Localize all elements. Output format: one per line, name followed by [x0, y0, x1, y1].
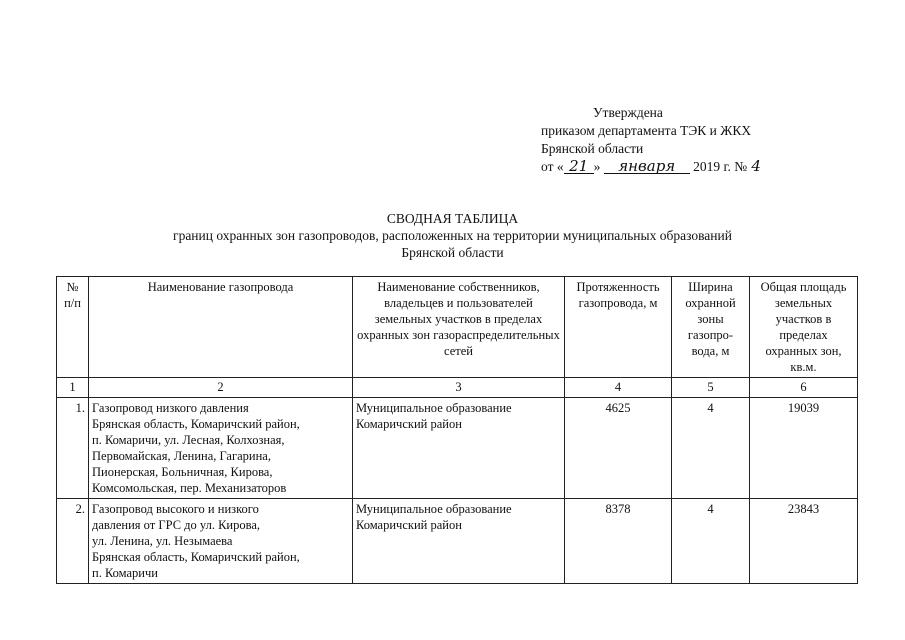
summary-table [56, 276, 858, 584]
table-row [57, 398, 858, 499]
column-number: 3 [353, 378, 565, 398]
header-length: Протяженность газопровода, м [565, 277, 672, 378]
zone-width-cell: 4 [672, 499, 750, 584]
row-number: 1. [57, 398, 89, 499]
zone-width-cell: 4 [672, 398, 750, 499]
pipeline-name-line: п. Комаричи, ул. Лесная, Колхозная, [92, 433, 285, 447]
row-number: 2. [57, 499, 89, 584]
pipeline-name-line: давления от ГРС до ул. Кирова, [92, 518, 261, 532]
header-row [57, 277, 858, 378]
date-quote-close: » [593, 159, 601, 174]
handwritten-month: января [604, 159, 690, 174]
number-prefix: № [734, 159, 748, 174]
column-number: 4 [565, 378, 672, 398]
title-main: СВОДНАЯ ТАБЛИЦА [386, 211, 519, 226]
owner-cell [353, 499, 565, 584]
owner-line: Комаричский район [356, 417, 462, 431]
owner-line: Комаричский район [356, 518, 462, 532]
date-year: 2019 г. [693, 159, 731, 174]
length-cell: 8378 [565, 499, 672, 584]
pipeline-name-line: Брянская область, Комаричский район, [92, 417, 300, 431]
pipeline-name-line: Пионерская, Больничная, Кирова, [92, 465, 273, 479]
approval-region-line: Брянской области [541, 141, 644, 156]
title-subtitle: границ охранных зон газопроводов, расположенных на территории муниципальных образований [173, 228, 732, 243]
pipeline-name-line: Газопровод высокого и низкого [92, 502, 259, 516]
document-title [0, 210, 905, 261]
column-number: 1 [57, 378, 89, 398]
pipeline-name-line: п. Комаричи [92, 566, 158, 580]
pipeline-name-cell [89, 398, 353, 499]
column-numbers-row [57, 378, 858, 398]
approval-date-line [541, 158, 765, 176]
pipeline-name-line: Брянская область, Комаричский район, [92, 550, 300, 564]
header-area: Общая площадь земельных участков в пределах охранных зон, кв.м. [750, 277, 858, 378]
handwritten-number: 4 [751, 157, 761, 175]
pipeline-name-line: Комсомольская, пер. Механизаторов [92, 481, 287, 495]
table-row [57, 499, 858, 584]
approval-block [541, 104, 765, 176]
column-number: 5 [672, 378, 750, 398]
approval-order-line: приказом департамента ТЭК и ЖКХ [541, 123, 752, 138]
area-cell: 23843 [750, 499, 858, 584]
header-owners: Наименование собственников, владельцев и пользователей земельных участков в пределах охранных зон газораспределительных сетей [353, 277, 565, 378]
owner-line: Муниципальное образование [356, 401, 512, 415]
area-cell: 19039 [750, 398, 858, 499]
owner-line: Муниципальное образование [356, 502, 512, 516]
pipeline-name-line: Первомайская, Ленина, Гагарина, [92, 449, 271, 463]
pipeline-name-cell [89, 499, 353, 584]
header-pipeline-name: Наименование газопровода [89, 277, 353, 378]
owner-cell [353, 398, 565, 499]
title-region: Брянской области [401, 245, 504, 260]
column-number: 2 [89, 378, 353, 398]
header-zone-width: Ширина охранной зоны газопро-вода, м [672, 277, 750, 378]
pipeline-name-line: ул. Ленина, ул. Незымаева [92, 534, 233, 548]
header-number: № п/п [57, 277, 89, 378]
pipeline-name-line: Газопровод низкого давления [92, 401, 249, 415]
approval-heading: Утверждена [593, 105, 663, 120]
column-number: 6 [750, 378, 858, 398]
length-cell: 4625 [565, 398, 672, 499]
handwritten-day: 21 [564, 159, 594, 174]
date-prefix: от « [541, 159, 564, 174]
